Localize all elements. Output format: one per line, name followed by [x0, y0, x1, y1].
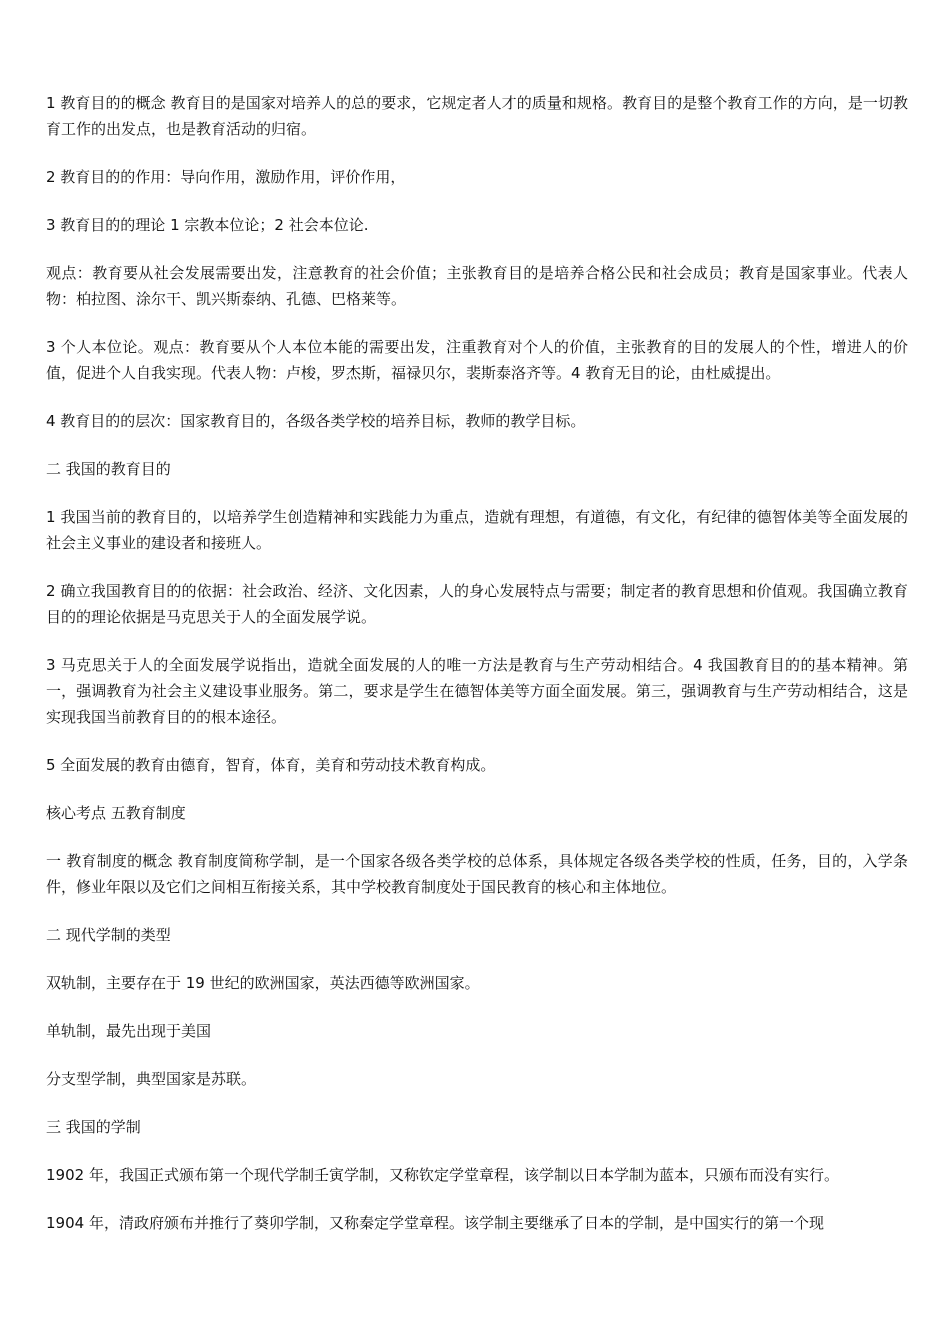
- paragraph-purpose-theory: 3 教育目的的理论 1 宗教本位论；2 社会本位论.: [46, 216, 369, 234]
- paragraph-education-system-concept: 一 教育制度的概念 教育制度简称学制，是一个国家各级各类学校的总体系，具体规定各级各类学校的性质，任务，目的，入学条件，修业年限以及它们之间相互衔接关系，其中学校教育制度处于国民教育的核心和主体地位。: [46, 852, 908, 896]
- section-heading-national-purpose: 二 我国的教育目的: [46, 460, 171, 478]
- document-body: [46, 90, 908, 1258]
- paragraph-purpose-concept: 1 教育目的的概念 教育目的是国家对培养人的总的要求，它规定者人才的质量和规格。教育目的是整个教育工作的方向，是一切教育工作的出发点，也是教育活动的归宿。: [46, 94, 908, 138]
- paragraph-purpose-basis: 2 确立我国教育目的的依据：社会政治、经济、文化因素，人的身心发展特点与需要；制定者的教育思想和价值观。我国确立教育目的的理论依据是马克思关于人的全面发展学说。: [46, 582, 908, 626]
- paragraph-1902-system: 1902 年，我国正式颁布第一个现代学制壬寅学制，又称钦定学堂章程，该学制以日本学制为蓝本，只颁布而没有实行。: [46, 1166, 839, 1184]
- paragraph-social-standard-view: 观点：教育要从社会发展需要出发，注意教育的社会价值；主张教育目的是培养合格公民和社会成员；教育是国家事业。代表人物：柏拉图、涂尔干、凯兴斯泰纳、孔德、巴格莱等。: [46, 264, 908, 308]
- paragraph-branch-system: 分支型学制，典型国家是苏联。: [46, 1070, 257, 1088]
- paragraph-purpose-levels: 4 教育目的的层次：国家教育目的，各级各类学校的培养目标，教师的教学目标。: [46, 412, 586, 430]
- section-heading-chinese-school-system: 三 我国的学制: [46, 1118, 141, 1136]
- paragraph-individual-standard: 3 个人本位论。观点：教育要从个人本位本能的需要出发，注重教育对个人的价值，主张教育的目的发展人的个性，增进人的价值，促进个人自我实现。代表人物：卢梭，罗杰斯，福禄贝尔，裴斯泰洛齐等。4 教育无目的论，由杜威提出。: [46, 338, 908, 382]
- paragraph-1904-system: 1904 年，清政府颁布并推行了葵卯学制，又称秦定学堂章程。该学制主要继承了日本的学制，是中国实行的第一个现: [46, 1214, 824, 1232]
- paragraph-marx-theory: 3 马克思关于人的全面发展学说指出，造就全面发展的人的唯一方法是教育与生产劳动相结合。4 我国教育目的的基本精神。第一，强调教育为社会主义建设事业服务。第二，要求是学生在德智体美等方面全面发展。第三，强调教育与生产劳动相结合，这是实现我国当前教育目的的根本途径。: [46, 656, 908, 726]
- paragraph-single-track: 单轨制，最先出现于美国: [46, 1022, 212, 1040]
- paragraph-current-purpose: 1 我国当前的教育目的，以培养学生创造精神和实践能力为重点，造就有理想，有道德，有文化，有纪律的德智体美等全面发展的社会主义事业的建设者和接班人。: [46, 508, 908, 552]
- paragraph-dual-track: 双轨制，主要存在于 19 世纪的欧洲国家，英法西德等欧洲国家。: [46, 974, 480, 992]
- paragraph-purpose-function: 2 教育目的的作用：导向作用，激励作用，评价作用，: [46, 168, 406, 186]
- paragraph-comprehensive-education: 5 全面发展的教育由德育，智育，体育，美育和劳动技术教育构成。: [46, 756, 496, 774]
- section-heading-modern-school-system: 二 现代学制的类型: [46, 926, 171, 944]
- section-heading-core-point: 核心考点 五教育制度: [46, 804, 186, 822]
